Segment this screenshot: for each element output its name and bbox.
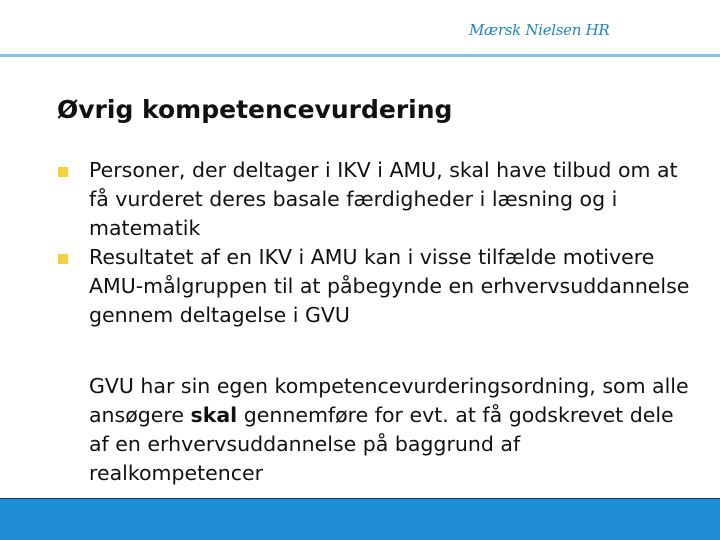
bullet-list: [58, 156, 698, 330]
square-bullet-icon: [58, 254, 68, 264]
body-paragraph: [89, 372, 699, 488]
bullet-text: Resultatet af en IKV i AMU kan i visse tilfælde motivere AMU-målgruppen til at påbegynde en erhvervsuddannelse gennem deltagelse i GVU: [89, 245, 690, 327]
bullet-item: [58, 156, 698, 243]
bullet-text: Personer, der deltager i IKV i AMU, skal have tilbud om at få vurderet deres basale færdigheder i læsning og i matematik: [89, 158, 678, 240]
paragraph-text-start: GVU har sin egen kompetencevurderingsordning, som alle ansøgere: [89, 374, 689, 427]
header-divider: [0, 54, 720, 57]
paragraph-emphasis: skal: [190, 403, 238, 427]
bullet-item: [58, 243, 698, 330]
slide-title: Øvrig kompetencevurdering: [57, 95, 453, 124]
square-bullet-icon: [58, 167, 68, 177]
brand-logo-text: Mærsk Nielsen HR: [469, 21, 610, 39]
paragraph-text-end: gennemføre for evt. at få godskrevet dele af en erhvervsuddannelse på baggrund af realkompetencer: [89, 403, 674, 485]
footer-band: [0, 498, 720, 540]
